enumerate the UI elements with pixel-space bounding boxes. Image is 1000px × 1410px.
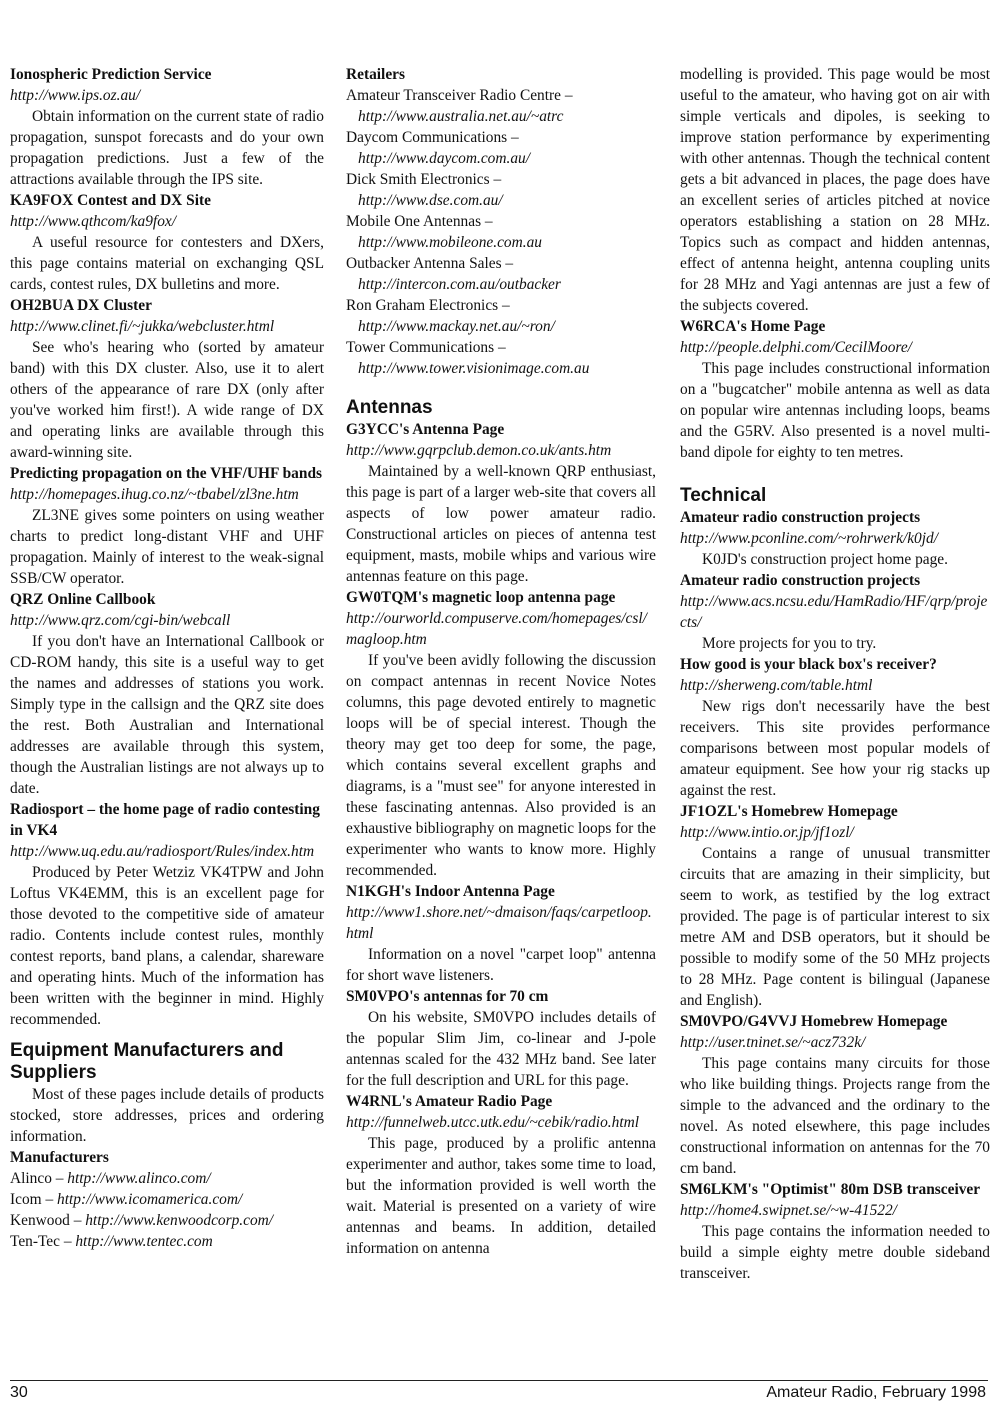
entry-black-box	[680, 654, 990, 801]
entry-ncsu-projects	[680, 570, 990, 654]
section-heading-technical: Technical	[680, 485, 767, 506]
entry-url[interactable]: http://www.gqrpclub.demon.co.uk/ants.htm	[346, 442, 612, 459]
manufacturer-name: Ten-Tec –	[10, 1233, 76, 1250]
entry-title: How good is your black box's receiver?	[680, 656, 937, 673]
entry-description: K0JD's construction project home page.	[702, 551, 948, 568]
entry-description: ZL3NE gives some pointers on using weather charts to predict long-distant VHF and UHF propagation. Mainly of interest to the weak-signal SSB/CW operator.	[10, 507, 324, 587]
entry-w4rnl	[346, 1091, 656, 1259]
retailer-name: Tower Communications –	[346, 339, 506, 356]
entry-url[interactable]: http://www.pconline.com/~rohrwerk/k0jd/	[680, 530, 938, 547]
entry-url[interactable]: http://ourworld.compuserve.com/homepages/csl/magloop.htm	[346, 610, 647, 648]
entry-title: SM0VPO's antennas for 70 cm	[346, 988, 549, 1005]
entry-title: Predicting propagation on the VHF/UHF bands	[10, 465, 322, 482]
retailer-item	[346, 253, 656, 295]
entry-url[interactable]: http://www.acs.ncsu.edu/HamRadio/HF/qrp/projects/	[680, 593, 988, 631]
manufacturer-name: Icom –	[10, 1191, 58, 1208]
manufacturer-item	[10, 1189, 324, 1210]
retailer-name: Amateur Transceiver Radio Centre –	[346, 87, 573, 104]
entry-description: This page contains the information needed to build a simple eighty metre double sideband transceiver.	[680, 1223, 990, 1282]
entry-vhf-propagation	[10, 463, 324, 589]
entry-description: Obtain information on the current state of radio propagation, sunspot forecasts and do your own propagation predictions. Just a few of the attractions available through the IPS site.	[10, 108, 324, 188]
retailer-url[interactable]: http://intercon.com.au/outbacker	[358, 276, 561, 293]
publication-credit: Amateur Radio, February 1998	[766, 1384, 986, 1401]
manufacturer-url[interactable]: http://www.kenwoodcorp.com/	[85, 1212, 274, 1229]
entry-title: Radiosport – the home page of radio contesting in VK4	[10, 801, 320, 839]
entry-url[interactable]: http://sherweng.com/table.html	[680, 677, 873, 694]
entry-title: OH2BUA DX Cluster	[10, 297, 152, 314]
entry-description: A useful resource for contesters and DXers, this page contains material on exchanging QSL cards, contest rules, DX bulletins and more.	[10, 234, 324, 293]
section-heading-equipment: Equipment Manufacturers and Suppliers	[10, 1040, 284, 1083]
footer-divider	[10, 1380, 988, 1381]
retailer-name: Dick Smith Electronics –	[346, 171, 502, 188]
entry-description: See who's hearing who (sorted by amateur band) with this DX cluster. Also, use it to alert others of the appearance of rare DX (only after you've worked him first!). A wide range of DX and operating links are available through this award-winning site.	[10, 339, 324, 461]
retailer-name: Mobile One Antennas –	[346, 213, 493, 230]
manufacturer-item	[10, 1168, 324, 1189]
entry-url[interactable]: http://www.ips.oz.au/	[10, 87, 141, 104]
entry-url[interactable]: http://funnelweb.utcc.utk.edu/~cebik/radio.html	[346, 1114, 639, 1131]
entry-title: GW0TQM's magnetic loop antenna page	[346, 589, 616, 606]
retailer-item	[346, 337, 656, 379]
retailer-url[interactable]: http://www.daycom.com.au/	[358, 150, 530, 167]
entry-description-continued: modelling is provided. This page would be most useful to the amateur, who having got on air with simple verticals and dipoles, is seeking to improve station performance by experimenting with other antennas. Though the technical content gets a bit advanced in places, the page does have an excellent series of articles pitched at novice operators establishing a station on 28 MHz. Topics such as compact and hidden antennas, effect of antenna height, antenna coupling units for 28 MHz and Yagi antennas are just a few of the subjects covered.	[680, 66, 990, 314]
retailer-item	[346, 127, 656, 169]
manufacturer-name: Kenwood –	[10, 1212, 86, 1229]
entry-title: SM6LKM's "Optimist" 80m DSB transceiver	[680, 1181, 981, 1198]
entry-title: N1KGH's Indoor Antenna Page	[346, 883, 555, 900]
retailer-name: Ron Graham Electronics –	[346, 297, 510, 314]
retailers-heading: Retailers	[346, 66, 405, 83]
entry-description: Produced by Peter Wetziz VK4TPW and John Loftus VK4EMM, this is an excellent page for those devoted to the competitive side of amateur radio. Contents include contest rules, monthly contest reports, band plans, a calendar, shareware and operating hints. Much of the information has been written with the beginner in mind. Highly recommended.	[10, 864, 324, 1028]
entry-description: On his website, SM0VPO includes details of the popular Slim Jim, co-linear and J-pole antennas scaled for the 432 MHz band. See later for the full description and URL for this page.	[346, 1009, 656, 1089]
entry-sm6lkm	[680, 1179, 990, 1284]
retailer-url[interactable]: http://www.australia.net.au/~atrc	[358, 108, 564, 125]
entry-k0jd	[680, 507, 990, 570]
entry-url[interactable]: http://www1.shore.net/~dmaison/faqs/carpetloop.html	[346, 904, 652, 942]
entry-description: New rigs don't necessarily have the best receivers. This site provides performance comparisons between most popular models of amateur equipment. See how your rig stacks up against the rest.	[680, 698, 990, 799]
retailer-url[interactable]: http://www.tower.visionimage.com.au	[358, 360, 590, 377]
retailer-name: Outbacker Antenna Sales –	[346, 255, 514, 272]
entry-ka9fox	[10, 190, 324, 295]
entry-url[interactable]: http://www.intio.or.jp/jf1ozl/	[680, 824, 854, 841]
equipment-intro: Most of these pages include details of products stocked, store addresses, prices and ordering information.	[10, 1086, 324, 1145]
entry-description: This page, produced by a prolific antenna experimenter and author, takes some time to load, but the information provided is well worth the wait. Material is presented on a variety of wire antennas and beams. In addition, detailed information on antenna	[346, 1135, 656, 1257]
entry-title: W6RCA's Home Page	[680, 318, 826, 335]
entry-title: Ionospheric Prediction Service	[10, 66, 212, 83]
retailer-item	[346, 169, 656, 211]
entry-description: Information on a novel "carpet loop" antenna for short wave listeners.	[346, 946, 656, 984]
entry-url[interactable]: http://home4.swipnet.se/~w-41522/	[680, 1202, 897, 1219]
entry-title: SM0VPO/G4VVJ Homebrew Homepage	[680, 1013, 948, 1030]
entry-url[interactable]: http://homepages.ihug.co.nz/~tbabel/zl3ne.htm	[10, 486, 299, 503]
entry-description: Maintained by a well-known QRP enthusiast, this page is part of a larger web-site that covers all aspects of low power amateur radio. Constructional articles on pieces of antenna test equipment, masts, mobile whips and various wire antennas feature on this page.	[346, 463, 656, 585]
entry-w6rca	[680, 316, 990, 463]
entry-title: KA9FOX Contest and DX Site	[10, 192, 211, 209]
manufacturer-url[interactable]: http://www.alinco.com/	[67, 1170, 211, 1187]
entry-title: G3YCC's Antenna Page	[346, 421, 505, 438]
entry-jf1ozl	[680, 801, 990, 1011]
entry-title: Amateur radio construction projects	[680, 509, 921, 526]
retailer-url[interactable]: http://www.mackay.net.au/~ron/	[358, 318, 555, 335]
entry-url[interactable]: http://people.delphi.com/CecilMoore/	[680, 339, 912, 356]
entry-radiosport	[10, 799, 324, 1030]
entry-sm0vpo-antennas	[346, 986, 656, 1091]
manufacturer-name: Alinco –	[10, 1170, 68, 1187]
entry-title: Amateur radio construction projects	[680, 572, 921, 589]
entry-oh2bua	[10, 295, 324, 463]
entry-description: Contains a range of unusual transmitter circuits that are amazing in their simplicity, but seem to work, as testified by the log extract provided. The page is of particular interest to six metre AM and DSB operators, but it should be possible to modify some of the 50 MHz projects to 28 MHz. Page content is bilingual (Japanese and English).	[680, 845, 990, 1009]
entry-ips	[10, 64, 324, 190]
retailer-name: Daycom Communications –	[346, 129, 519, 146]
manufacturer-item	[10, 1231, 324, 1252]
entry-url[interactable]: http://www.uq.edu.au/radiosport/Rules/index.htm	[10, 843, 315, 860]
entry-description: If you've been avidly following the discussion on compact antennas in recent Novice Notes columns, this page devoted entirely to magnetic loops will be of special interest. Though the theory may get too deep for some, the page, which contains several excellent graphs and diagrams, is a "must see" for anyone interested in these fascinating antennas. Also provided is an exhaustive bibliography on magnetic loops for the experimenter who wants to know more. Highly recommended.	[346, 652, 656, 879]
entry-url[interactable]: http://www.qthcom/ka9fox/	[10, 213, 177, 230]
entry-qrz	[10, 589, 324, 799]
entry-description: This page contains many circuits for those who like building things. Projects range from the simple to the advanced and the ordinary to the novel. As noted elsewhere, this page includes constructional information on antennas for the 70 cm band.	[680, 1055, 990, 1177]
entry-title: QRZ Online Callbook	[10, 591, 156, 608]
entry-description: More projects for you to try.	[702, 635, 877, 652]
column-1	[10, 64, 324, 1252]
retailer-item	[346, 85, 656, 127]
retailer-url[interactable]: http://www.dse.com.au/	[358, 192, 503, 209]
entry-gw0tqm	[346, 587, 656, 881]
entry-n1kgh	[346, 881, 656, 986]
section-heading-antennas: Antennas	[346, 397, 433, 418]
entry-url[interactable]: http://user.tninet.se/~acz732k/	[680, 1034, 866, 1051]
manufacturer-url[interactable]: http://www.icomamerica.com/	[57, 1191, 243, 1208]
manufacturer-url[interactable]: http://www.tentec.com	[75, 1233, 213, 1250]
entry-description: This page includes constructional information on a "bugcatcher" mobile antenna as well as data on popular wire antennas including loops, beams and the G5RV. Also presented is a novel multi-band dipole for eighty to ten metres.	[680, 360, 990, 461]
retailer-url[interactable]: http://www.mobileone.com.au	[358, 234, 542, 251]
entry-sm0vpo-g4vvj	[680, 1011, 990, 1179]
entry-url[interactable]: http://www.clinet.fi/~jukka/webcluster.html	[10, 318, 275, 335]
entry-url[interactable]: http://www.qrz.com/cgi-bin/webcall	[10, 612, 231, 629]
manufacturers-heading: Manufacturers	[10, 1149, 109, 1166]
entry-g3ycc	[346, 419, 656, 587]
entry-description: If you don't have an International Callbook or CD-ROM handy, this site is a useful way to get the names and addresses of stations you work. Simply type in the callsign and the QRZ site does the rest. Both Australian and International addresses are available through this system, though the Australian listings are not always up to date.	[10, 633, 324, 797]
entry-title: JF1OZL's Homebrew Homepage	[680, 803, 898, 820]
column-3	[680, 64, 990, 1284]
retailer-item	[346, 295, 656, 337]
entry-title: W4RNL's Amateur Radio Page	[346, 1093, 553, 1110]
retailer-item	[346, 211, 656, 253]
column-2	[346, 64, 656, 1259]
page-number: 30	[10, 1384, 28, 1401]
manufacturer-item	[10, 1210, 324, 1231]
